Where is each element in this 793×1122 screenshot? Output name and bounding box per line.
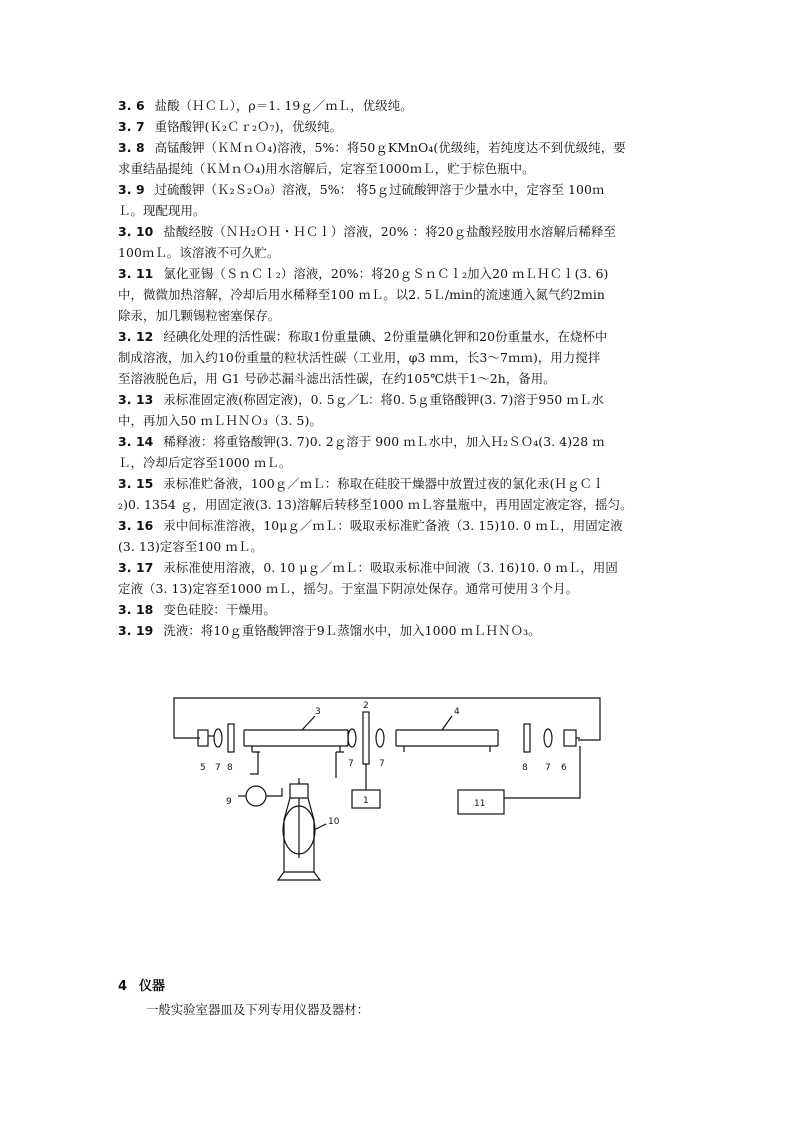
entry-line — [118, 578, 678, 599]
entry-line — [118, 620, 678, 641]
reagent-entry — [118, 431, 678, 473]
label-9: 9 — [226, 797, 232, 807]
reagent-entry — [118, 620, 678, 641]
entry-line — [118, 599, 678, 620]
entry-line — [118, 452, 678, 473]
reagent-entry — [118, 389, 678, 431]
label-5: 5 — [200, 763, 206, 773]
entry-number: 3. 11 — [118, 266, 154, 281]
entry-line — [118, 389, 678, 410]
label-3: 3 — [315, 707, 321, 717]
entry-line — [118, 368, 678, 389]
section-number: 4 — [118, 979, 128, 994]
entry-line — [118, 95, 678, 116]
entry-number: 3. 14 — [118, 434, 154, 449]
entry-line — [118, 431, 678, 452]
reagent-entry — [118, 179, 678, 221]
entry-line — [118, 326, 678, 347]
label-6: 6 — [561, 763, 567, 773]
apparatus-schematic — [160, 690, 630, 900]
entry-line — [118, 305, 678, 326]
entry-text: ₂)0. 1354 ｇ，用固定液(3. 13)溶解后转移至1000 ｍＬ容量瓶中，再用固定液定容，摇匀。 — [118, 497, 633, 512]
entry-text: 至溶液脱色后，用 G1 号砂芯漏斗滤出活性碳，在约105℃烘干1～2h，备用。 — [118, 371, 556, 386]
label-7-right: 7 — [545, 763, 551, 773]
reagent-entry — [118, 557, 678, 599]
label-7-left: 7 — [215, 763, 221, 773]
reagent-entry — [118, 473, 678, 515]
entry-text: 100ｍＬ。该溶液不可久贮。 — [118, 245, 280, 260]
reagent-entry — [118, 263, 678, 326]
entry-text: 盐酸（ＨＣＬ），ρ＝1. 19ｇ／ｍＬ，优级纯。 — [154, 98, 413, 113]
entry-line — [118, 473, 678, 494]
reagent-entry — [118, 116, 678, 137]
entry-text: 中，微微加热溶解，冷却后用水稀释至100 ｍＬ。以2. 5Ｌ/min的流速通入氮气约2min — [118, 287, 605, 302]
entry-line — [118, 158, 678, 179]
entry-text: 汞标准使用溶液，0. 10 μｇ／ｍＬ：吸取汞标准中间液（3. 16)10. 0 ｍＬ，用固 — [163, 560, 618, 575]
label-2: 2 — [363, 701, 369, 711]
entry-line — [118, 242, 678, 263]
entry-text: 氯化亚锡（ＳｎＣｌ₂）溶液，20%：将20ｇＳｎＣｌ₂加入20 ｍＬＨＣｌ(3. 6) — [163, 266, 609, 281]
entry-text: 过硫酸钾（Ｋ₂Ｓ₂Ｏ₈）溶液，5%： 将5ｇ过硫酸钾溶于少量水中，定容至 100ｍ — [154, 182, 605, 197]
section-heading — [118, 975, 165, 994]
entry-line — [118, 200, 678, 221]
entry-number: 3. 19 — [118, 623, 154, 638]
entry-line — [118, 116, 678, 137]
entry-line — [118, 284, 678, 305]
reagent-entry — [118, 326, 678, 389]
entry-line — [118, 137, 678, 158]
entry-text: 汞标准固定液(称固定液)，0. 5ｇ／L：将0. 5ｇ重铬酸钾(3. 7)溶于950 ｍＬ水 — [163, 392, 604, 407]
entry-number: 3. 6 — [118, 98, 145, 113]
entry-text: (3. 13)定容至100 ｍＬ。 — [118, 539, 263, 554]
label-7-mid2: 7 — [379, 759, 385, 769]
label-1: 1 — [363, 796, 369, 806]
entry-text: 重铬酸钾(Ｋ₂Ｃｒ₂Ｏ₇)，优级纯。 — [154, 119, 343, 134]
entry-line — [118, 263, 678, 284]
entry-number: 3. 17 — [118, 560, 154, 575]
entry-line — [118, 410, 678, 431]
label-8-left: 8 — [227, 763, 233, 773]
entry-number: 3. 15 — [118, 476, 154, 491]
entry-text: 除汞，加几颗锡粒密塞保存。 — [118, 308, 281, 323]
entry-number: 3. 12 — [118, 329, 154, 344]
entry-number: 3. 9 — [118, 182, 145, 197]
label-11: 11 — [474, 799, 486, 809]
entry-number: 3. 10 — [118, 224, 154, 239]
entry-line — [118, 347, 678, 368]
entry-text: 变色硅胶：干燥用。 — [163, 602, 276, 617]
entry-text: 汞标准贮备液，100ｇ／ｍＬ：称取在硅胶干燥器中放置过夜的氯化汞(ＨｇＣｌ — [163, 476, 605, 491]
entry-number: 3. 7 — [118, 119, 145, 134]
entry-text: 高锰酸钾（ＫＭｎＯ₄)溶液，5%：将50ｇKMnO₄(优级纯，若纯度达不到优级纯，要 — [154, 140, 626, 155]
entry-text: 稀释液：将重铬酸钾(3. 7)0. 2ｇ溶于 900 ｍＬ水中，加入Ｈ₂ＳＯ₄(3. 4)28 ｍ — [163, 434, 605, 449]
entry-number: 3. 18 — [118, 602, 154, 617]
entry-line — [118, 557, 678, 578]
entry-number: 3. 8 — [118, 140, 145, 155]
label-10: 10 — [328, 817, 340, 827]
entry-text: 求重结晶提纯（ＫＭｎＯ₄)用水溶解后，定容至1000ｍＬ，贮于棕色瓶中。 — [118, 161, 535, 176]
entry-text: Ｌ，冷却后定容至1000 ｍＬ。 — [118, 455, 292, 470]
entry-text: 经碘化处理的活性碳：称取1份重量碘、2份重量碘化钾和20份重量水，在烧杯中 — [163, 329, 608, 344]
entry-line — [118, 221, 678, 242]
entry-text: 中，再加入50 ｍＬＨＮＯ₃（3. 5)。 — [118, 413, 322, 428]
entry-text: 盐酸经胺（ＮＨ₂ＯＨ・ＨＣｌ）溶液，20% ：将20ｇ盐酸羟胺用水溶解后稀释至 — [163, 224, 617, 239]
reagent-entry — [118, 95, 678, 116]
reagent-entry — [118, 137, 678, 179]
entry-text: 洗液：将10ｇ重铬酸钾溶于9Ｌ蒸馏水中，加入1000 ｍＬＨＮＯ₃。 — [163, 623, 541, 638]
reagent-entry — [118, 599, 678, 620]
entry-number: 3. 16 — [118, 518, 154, 533]
entry-line — [118, 536, 678, 557]
apparatus-diagram — [160, 690, 630, 900]
reagent-entry — [118, 221, 678, 263]
entry-line — [118, 494, 678, 515]
section-paragraph: 一般实验室器皿及下列专用仪器及器材： — [146, 1002, 370, 1017]
entry-text: 定液（3. 13)定容至1000 ｍＬ，摇匀。于室温下阴凉处保存。通常可使用３个月。 — [118, 581, 579, 596]
label-4: 4 — [454, 707, 460, 717]
entry-text: 制成溶液，加入约10份重量的粒状活性碳（工业用，φ3 ｍｍ，长3～7ｍｍ)，用力搅拌 — [118, 350, 601, 365]
section-title: 仪器 — [139, 979, 166, 994]
reagent-list — [118, 95, 678, 641]
label-8-right: 8 — [522, 763, 528, 773]
label-7-mid: 7 — [348, 759, 354, 769]
entry-line — [118, 515, 678, 536]
entry-number: 3. 13 — [118, 392, 154, 407]
entry-text: Ｌ。现配现用。 — [118, 203, 206, 218]
entry-text: 汞中间标准溶液，10μｇ／ｍＬ：吸取汞标准贮备液（3. 15)10. 0 ｍＬ，用固定液 — [163, 518, 623, 533]
reagent-entry — [118, 515, 678, 557]
entry-line — [118, 179, 678, 200]
